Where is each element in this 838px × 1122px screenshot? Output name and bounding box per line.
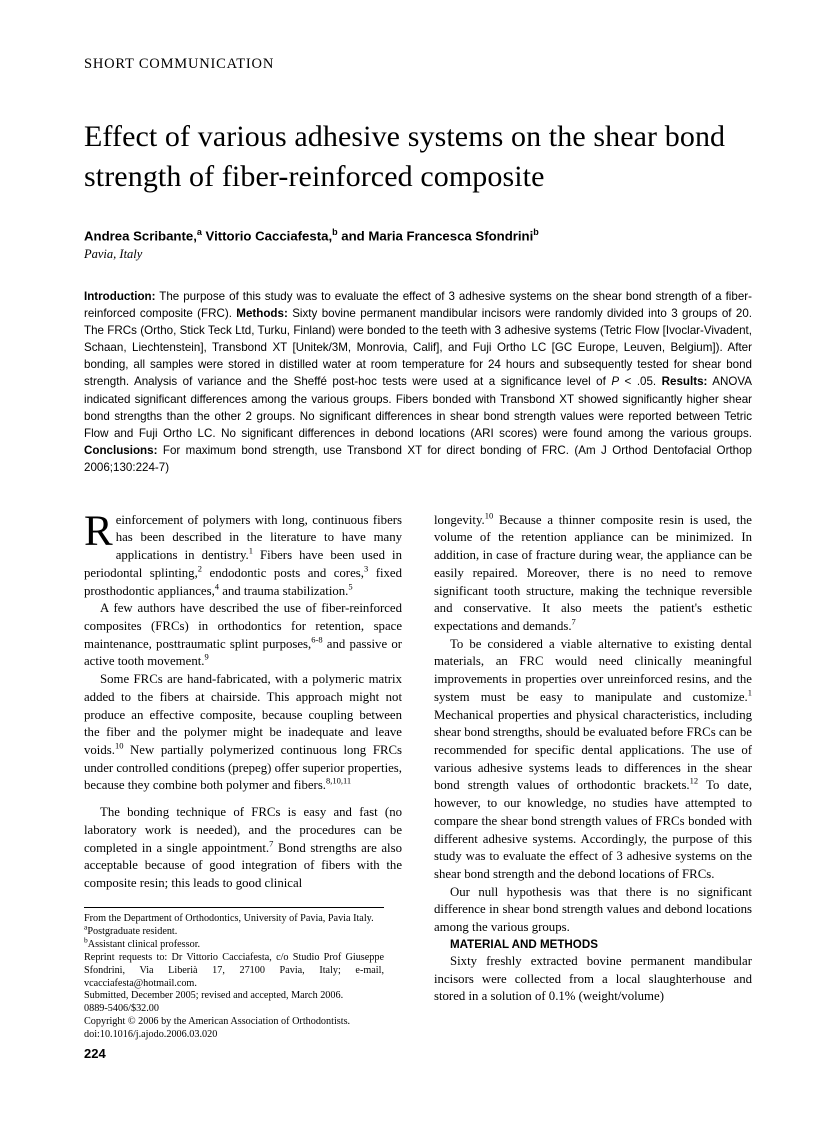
citation-ref: 12 <box>689 776 699 787</box>
citation-ref: 5 <box>348 581 353 592</box>
section-label: SHORT COMMUNICATION <box>84 56 275 72</box>
paragraph-text-b: Because a thinner composite resin is used, the volume of the retention appliance can be minimized. In addition, in case of fracture during wear, the appliance can be easily repaired. Moreover, there is no need to remove significant tooth structure, making the technique reversible and conservative. It also meets the patient's esthetic expectations and demands. <box>434 512 752 633</box>
abstract-results-label: Results: <box>661 375 708 389</box>
abstract-methods-label: Methods: <box>236 307 288 321</box>
abstract-methods-text: Sixty bovine permanent mandibular incisors were randomly divided into 3 groups of 20. The FRCs (Ortho, Stick Teck Ltd, Turku, Finland) were bonded to the teeth with 3 adhesive systems (Tetric Flow [Ivoclar-Vivadent, Schaan, Liechtenstein], Transbond XT [Unitek/3M, Monrovia, Calif], and Fuji Ortho LC [GC Europe, Leuven, Belgium]). After bonding, all samples were stored in distilled water at room temperature for 24 hours and subsequently tested for shear bond strength. Analysis of variance and the Sheffé post-hoc tests were used at a significance level of <box>84 307 752 389</box>
footnote-submitted: Submitted, December 2005; revised and accepted, March 2006. <box>84 990 344 1002</box>
abstract-p-symbol: P <box>611 375 620 389</box>
paragraph-text: A few authors have described the use of fiber-reinforced composites (FRCs) in orthodontics for retention, space maintenance, posttraumatic splint purposes, <box>84 601 402 651</box>
footnote-a-text: Postgraduate resident. <box>87 925 178 937</box>
author-list <box>84 227 752 245</box>
paragraph-intro-text-c: endodontic posts and cores, <box>202 565 364 580</box>
page-number: 224 <box>84 1046 106 1061</box>
citation-ref: 10 <box>484 510 494 521</box>
citation-ref: 3 <box>363 563 369 574</box>
citation-ref: 1 <box>248 545 253 556</box>
author-3: and Maria Francesca Sfondrini <box>337 228 534 244</box>
citation-ref: 10 <box>114 740 124 751</box>
page-title: Effect of various adhesive systems on the shear bond strength of fiber-reinforced composite <box>84 120 726 193</box>
abstract-results-text: ANOVA indicated significant differences among the various groups. Fibers bonded with Transbond XT showed significantly higher shear bond strengths than the other 2 groups. No significant differences in shear bond strength values were reported between Tetric Flow and Fuji Ortho LC. No significant differences in debond locations (ARI scores) were found among the various groups. <box>84 375 752 440</box>
page-content <box>84 56 752 1041</box>
paragraph-longevity <box>434 512 752 636</box>
citation-ref: 4 <box>214 581 220 592</box>
footnote-b <box>84 935 384 952</box>
abstract-introduction-label: Introduction: <box>84 290 156 304</box>
subheading-material-and-methods: MATERIAL AND METHODS <box>450 937 598 951</box>
citation-ref: 7 <box>571 616 576 627</box>
footnotes <box>84 907 384 1043</box>
paragraph-intro-text-e: and trauma stabilization. <box>219 583 349 598</box>
author-1-affiliation-marker: a <box>196 226 202 237</box>
paragraph-text: The bonding technique of FRCs is easy and fast (no laboratory work is needed), and the procedures can be completed in a single appointment. <box>84 805 402 855</box>
abstract-conclusions-text: For maximum bond strength, use Transbond XT for direct bonding of FRC. (Am J Orthod Dentofacial Orthop 2006;130:224-7) <box>84 443 752 474</box>
paragraph-null-hypothesis: Our null hypothesis was that there is no significant difference in shear bond strength values and debond locations among the various groups. <box>434 884 752 935</box>
author-2-affiliation-marker: b <box>332 226 338 237</box>
left-column <box>84 507 402 1043</box>
citation-ref: 9 <box>204 652 209 663</box>
citation-ref: 2 <box>197 563 203 574</box>
paragraph-text-b: Mechanical properties and physical characteristics, including shear bond strengths, should be evaluated before FRCs can be recommended for specific dental applications. The use of various adhesive systems leads to differences in the shear bond strength values of orthodontic brackets. <box>434 707 752 793</box>
abstract <box>84 288 752 475</box>
abstract-introduction-text: The purpose of this study was to evaluate the effect of 3 adhesive systems on the shear bond strength of a fiber-reinforced composite (FRC). <box>84 290 752 321</box>
footnote-marker-b: b <box>84 935 88 945</box>
paragraph-viable-alternative <box>434 636 752 884</box>
drop-cap: R <box>84 507 113 555</box>
paragraph-text: longevity. <box>434 512 485 527</box>
footnote-marker-a: a <box>84 922 88 932</box>
paragraph-text: Some FRCs are hand-fabricated, with a polymeric matrix added to the fibers at chairside. This approach might not produce an effective composite, because coupling between the fiber and the polymer might be inadequate and leave voids. <box>84 672 402 758</box>
paragraph-hand-fabricated <box>84 671 402 795</box>
paragraph-text-b: and passive or active tooth movement. <box>84 636 402 669</box>
footnote-b-text: Assistant clinical professor. <box>87 938 201 950</box>
author-3-affiliation-marker: b <box>533 226 539 237</box>
author-2: Vittorio Cacciafesta, <box>201 228 333 244</box>
paragraph-text-b: New partially polymerized continuous long FRCs under controlled conditions (prepeg) offer superior properties, because they combine both polymer and fibers. <box>84 743 402 793</box>
footnote-a <box>84 922 384 939</box>
paragraph-intro <box>84 507 402 601</box>
paragraph-intro-text-d: fixed prosthodontic appliances, <box>84 565 402 598</box>
footnote-department: From the Department of Orthodontics, University of Pavia, Pavia Italy. <box>84 912 374 924</box>
abstract-conclusions-label: Conclusions: <box>84 443 158 457</box>
paragraph-intro-text-b: Fibers have been used in periodontal splinting, <box>84 548 402 580</box>
paragraph-intro-text: einforcement of polymers with long, continuous fibers has been described in the literature to have many applications in dentistry. <box>115 512 402 563</box>
abstract-methods-text-2: < .05. <box>619 375 662 389</box>
footnote-reprint-requests: Reprint requests to: Dr Vittorio Cacciafesta, c/o Studio Prof Giuseppe Sfondrini, Via Liberià 17, 27100 Pavia, Italy; e-mail, vcacciafesta@hotmail.com. <box>84 951 384 989</box>
citation-ref: 1 <box>747 687 752 698</box>
citation-ref: 8,10,11 <box>326 776 352 787</box>
author-1: Andrea Scribante, <box>84 228 197 244</box>
affiliation: Pavia, Italy <box>84 247 143 262</box>
paragraph-text-c: To date, however, to our knowledge, no studies have attempted to compare the shear bond strength values of FRCs bonded with different adhesive systems. Accordingly, the purpose of this study was to evaluate the effect of 3 adhesive systems on the shear bond strength and the debond locations of FRCs. <box>434 778 752 882</box>
paragraph-frc-orthodontics <box>84 600 402 671</box>
footnote-issn: 0889-5406/$32.00 <box>84 1003 159 1015</box>
paragraph-text-b: Bond strengths are also acceptable because of good integration of fibers with the composite resin; this leads to good clinical <box>84 840 402 891</box>
paragraph-incisors: Sixty freshly extracted bovine permanent mandibular incisors were collected from a local slaughterhouse and stored in a solution of 0.1% (weight/volume) <box>434 953 752 1004</box>
paragraph-bonding-technique <box>84 804 402 893</box>
citation-ref: 7 <box>269 838 274 849</box>
right-column <box>434 512 752 1006</box>
paragraph-text: To be considered a viable alternative to existing dental materials, an FRC would need clinically meaningful improvements in properties over unreinforced resins, and the system must be easy to manipulate and customize. <box>434 636 752 704</box>
footnote-doi: doi:10.1016/j.ajodo.2006.03.020 <box>84 1029 218 1041</box>
citation-ref: 6-8 <box>311 634 323 645</box>
footnote-copyright: Copyright © 2006 by the American Association of Orthodontists. <box>84 1016 351 1028</box>
paragraph-gap <box>84 795 402 804</box>
